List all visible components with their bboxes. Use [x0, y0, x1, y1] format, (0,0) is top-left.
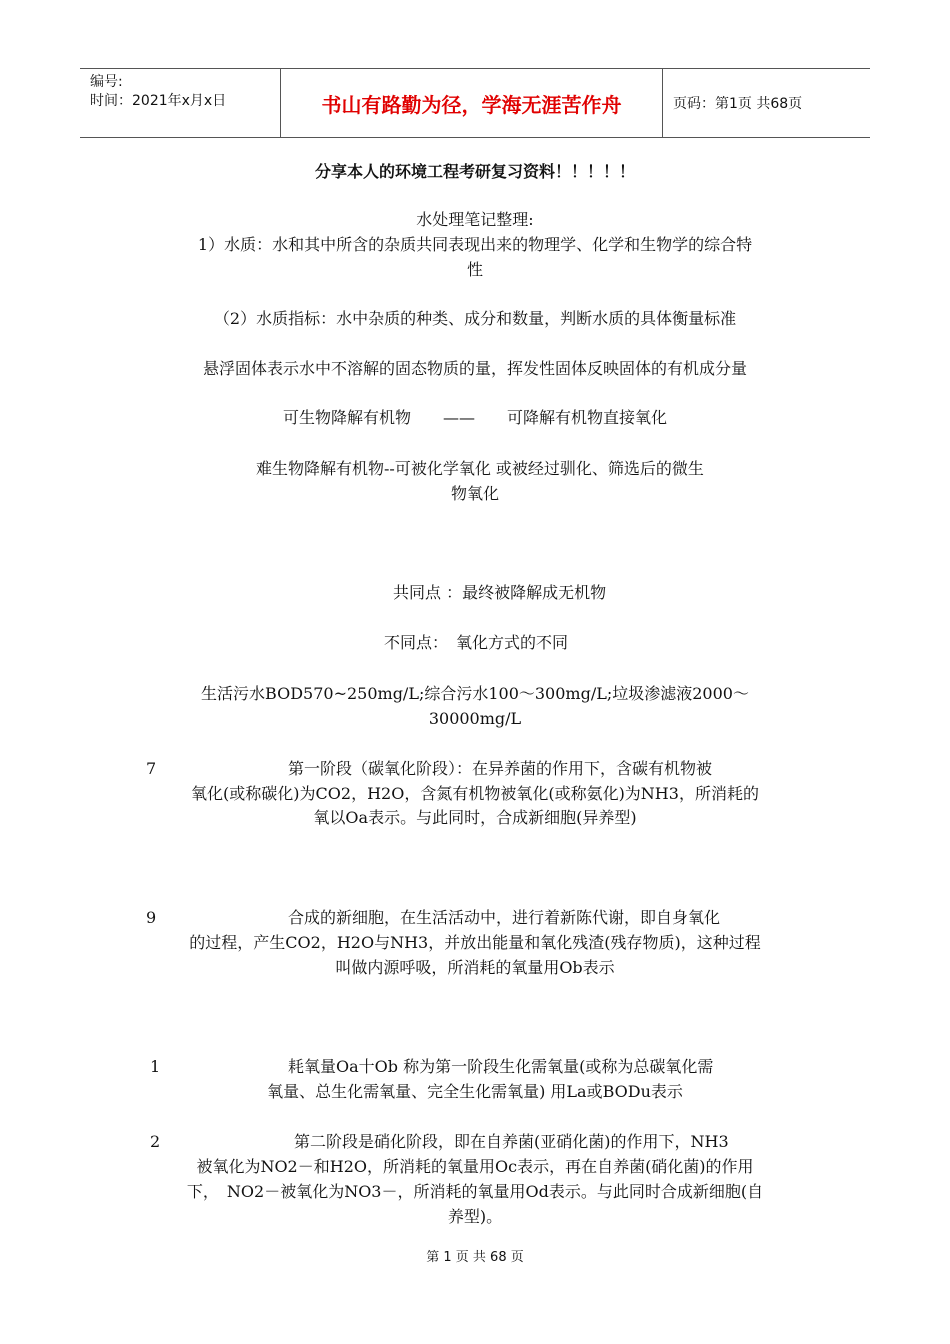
list-number-endogenous: 9 [146, 908, 157, 927]
paragraph-indicator: （2）水质指标：水中杂质的种类、成分和数量，判断水质的具体衡量标准 [213, 309, 737, 328]
section-title: 水处理笔记整理: [416, 210, 534, 229]
paragraph-water-quality-line1: 1）水质：水和其中所含的杂质共同表现出来的物理学、化学和生物学的综合特 [197, 235, 753, 254]
paragraph-common: 共同点 ：最终被降解成无机物 [393, 583, 607, 602]
paragraph-stage1-line1: 第一阶段（碳氧化阶段）：在异养菌的作用下，含碳有机物被 [288, 759, 713, 778]
paragraph-water-quality-line2: 性 [466, 260, 483, 279]
code-label: 编号: [90, 74, 123, 90]
list-number-stage1: 7 [146, 759, 157, 778]
paragraph-biodegradable: 可生物降解有机物 —— 可降解有机物直接氧化 [282, 408, 667, 427]
paragraph-stage2-line4: 养型)。 [447, 1207, 503, 1226]
paragraph-difference: 不同点： 氧化方式的不同 [384, 633, 569, 652]
paragraph-endogenous-line3: 叫做内源呼吸，所消耗的氧量用Ob表示 [335, 958, 615, 977]
list-number-total: 1 [150, 1057, 161, 1076]
paragraph-bod-line2: 30000mg/L [428, 709, 522, 728]
page-info: 页码：第1页 共68页 [673, 96, 803, 112]
document-title: 分享本人的环境工程考研复习资料！！！！！ [314, 162, 635, 181]
paragraph-refractory-line2: 物氧化 [450, 484, 499, 503]
paragraph-total-line2: 氧量、总生化需氧量、完全生化需氧量) 用La或BODu表示 [267, 1082, 683, 1101]
paragraph-bod-line1: 生活污水BOD570~250mg/L;综合污水100～300mg/L;垃圾渗滤液2000～ [201, 684, 749, 703]
paragraph-endogenous-line2: 的过程，产生CO2，H2O与NH3，并放出能量和氧化残渣(残存物质)，这种过程 [189, 933, 761, 952]
paragraph-stage2-line1: 第二阶段是硝化阶段，即在自养菌(亚硝化菌)的作用下，NH3 [294, 1132, 729, 1151]
paragraph-stage2-line3: 下， NO2－被氧化为NO3－，所消耗的氧量用Od表示。与此同时合成新细胞(自 [186, 1182, 764, 1201]
paragraph-solids: 悬浮固体表示水中不溶解的固态物质的量，挥发性固体反映固体的有机成分量 [202, 359, 747, 378]
header-meta [80, 69, 280, 137]
time-label: 时间：2021年x月x日 [90, 93, 227, 109]
paragraph-stage2-line2: 被氧化为NO2－和H2O，所消耗的氧量用Oc表示，再在自养菌(硝化菌)的作用 [196, 1157, 754, 1176]
paragraph-total-line1: 耗氧量Oa十Ob 称为第一阶段生化需氧量(或称为总碳氧化需 [288, 1057, 714, 1076]
page-footer: 第 1 页 共 68 页 [426, 1250, 524, 1265]
paragraph-stage1-line3: 氧以Oa表示。与此同时，合成新细胞(异养型) [313, 808, 637, 827]
motto: 书山有路勤为径，学海无涯苦作舟 [280, 69, 663, 137]
paragraph-stage1-line2: 氧化(或称碳化)为CO2，H2O，含氮有机物被氧化(或称氨化)为NH3，所消耗的 [191, 784, 759, 803]
document-header [80, 68, 870, 138]
paragraph-endogenous-line1: 合成的新细胞，在生活活动中，进行着新陈代谢，即自身氧化 [288, 908, 721, 927]
paragraph-refractory-line1: 难生物降解有机物--可被化学氧化 或被经过驯化、筛选后的微生 [256, 459, 704, 478]
list-number-stage2: 2 [150, 1132, 161, 1151]
